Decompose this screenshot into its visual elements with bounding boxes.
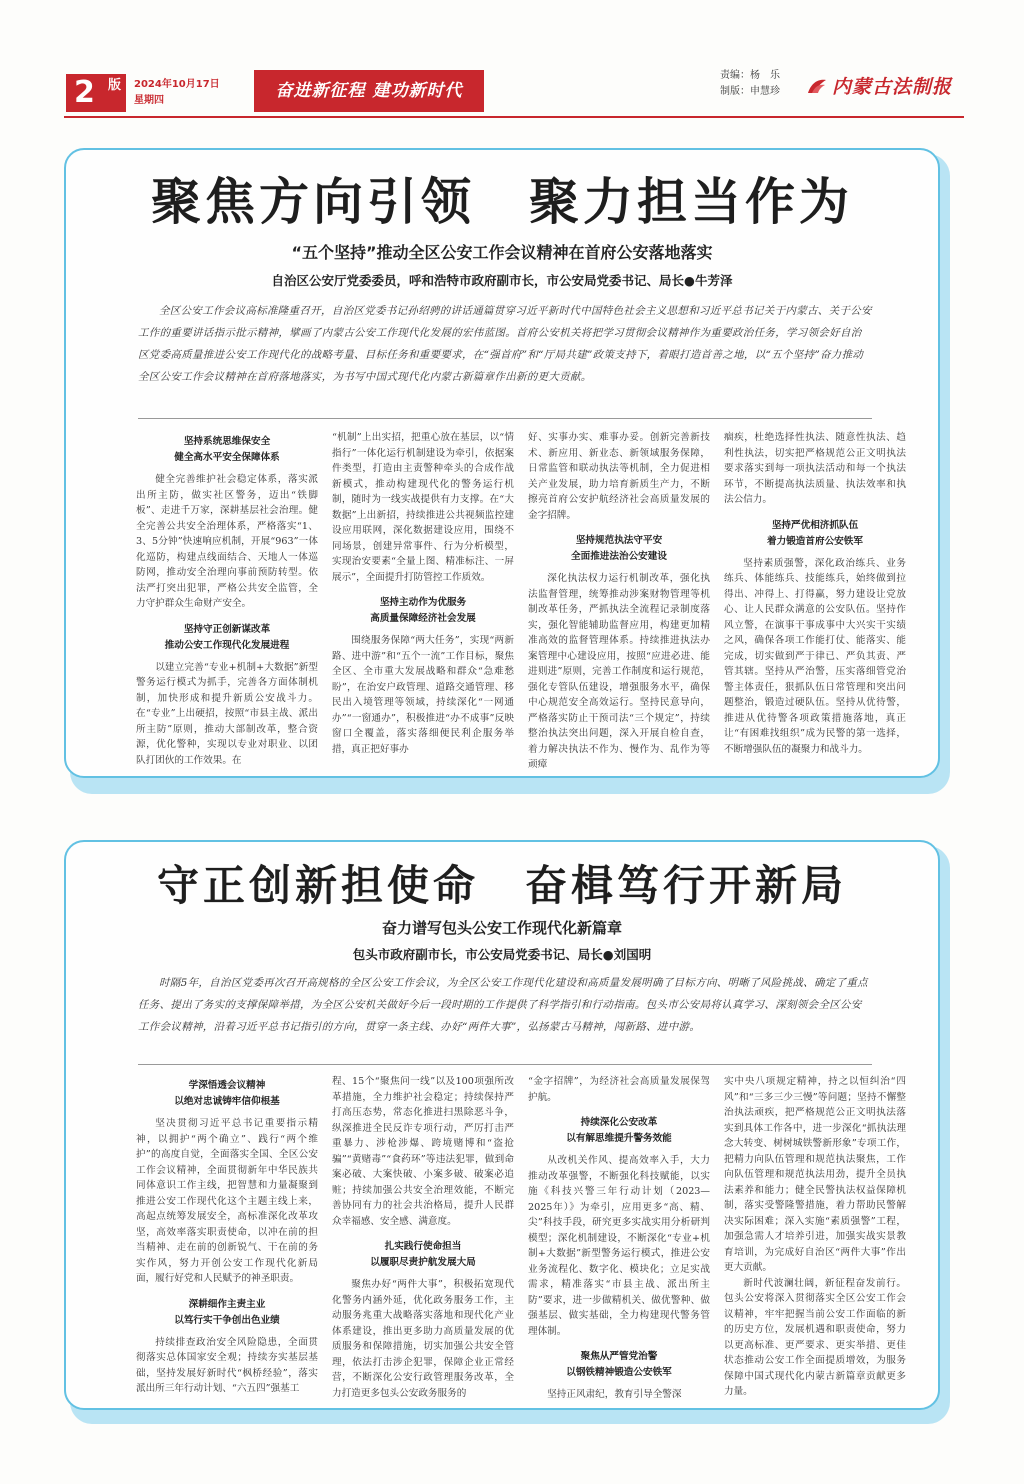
paragraph: “机制”上出实招，把重心放在基层，以“情指行”一体化运行机制建设为牵引，依据案件类型，打造由主责警种牵头的合成作战新模式，推动构建现代化的警务运行机制，随时为一线实战提供有力支撑。在“大数据”上出新招，持续推进公共视频监控建设应用联网，深化数据建设应用，围绕不同场景，创建异常事件、行为分析模型，实现治安要素“全量上图、精准标注、一屏展示”，全面提升打防管控工作质效。 — [332, 432, 514, 583]
paragraph: 好、实事办实、难事办妥。创新完善新技术、新应用、新业态、新领域服务保障，日常监管和联动执法等机制，全力促进相关产业发展，助力培育新质生产力，不断擦亮首府公安护航经济社会高质量发展的金字招牌。 — [528, 432, 710, 521]
paragraph: 坚决贯彻习近平总书记重要指示精神，以拥护“两个确立”、践行“两个维护”的高度自觉，全面落实全国、全区公安工作会议精神，全面贯彻新年中华民族共同体意识工作主线，把智慧和力量凝聚到推进公安工作现代化这个主题主线上来，高起点统筹发展安全，高标准深化改革攻坚，高效率落实职责使命，以冲在前的担当精神、走在前的创新锐气、干在前的务实作风，努力开创公安工作现代化新局面，履行好党和人民赋予的神圣职责。 — [136, 1118, 318, 1284]
paragraph: “金字招牌”，为经济社会高质量发展保驾护航。 — [528, 1076, 710, 1103]
logo-emblem-icon — [806, 77, 828, 95]
article1-lead: 全区公安工作会议高标准隆重召开，自治区党委书记孙绍骋的讲话通篇贯穿习近平新时代中国特色社会主义思想和习近平总书记关于内蒙古、关于公安工作的重要讲话指示批示精神，擘画了内蒙古公安工作现代化发展的宏伟蓝图。首府公安机关将把学习贯彻会议精神作为重要政治任务，学习领会好自治区党委高质量推进公安工作现代化的战略考量、目标任务和重要要求，在“强首府”和“厅局共建”政策支持下，着眼打造首善之地，以“五个坚持”奋力推动全区公安工作会议精神在首府落地落实，为书写中国式现代化内蒙古新篇章作出新的更大贡献。 — [138, 305, 872, 383]
editor: 责编：杨 乐 — [720, 70, 780, 81]
article1-column-3 — [528, 430, 710, 770]
newspaper-logo — [806, 72, 952, 99]
paragraph: 坚持正风肃纪，教育引导全警深 — [547, 1389, 682, 1400]
section-title: 学深悟透会议精神 以绝对忠诚铸牢信仰根基 — [174, 1080, 280, 1107]
paragraph: 聚焦办好“两件大事”，积极拓宽现代化警务内涵外延，优化政务服务工作，主动服务兆重大战略落实落地和现代化产业体系建设，推出更多助力高质量发展的优质服务和保障措施，切实加强公共安全管理，依法打击涉企犯罪，保障企业正常经营，不断深化公安行政管理服务改革，全力打造更多包头公安政务服务的 — [332, 1279, 514, 1399]
article2-column-2 — [332, 1074, 514, 1399]
page-number-badge — [66, 74, 126, 112]
article1-byline: 自治区公安厅党委委员，呼和浩特市政府副市长，市公安局党委书记、局长●牛芳泽 — [271, 273, 733, 288]
newspaper-name: 内蒙古法制报 — [832, 76, 953, 98]
paragraph: 深化执法权力运行机制改革，强化执法监督管理，统筹推动涉案财物管理等机制改革任务，严抓执法全流程记录制度落实，强化智能辅助监督应用，构建更加精准高效的监督管理体系。持续推进执法办案管理中心建设应用，按照“应进必进、能进则进”原则，完善工作制度和运行规范，强化专管队伍建设，增强服务水平，确保中心规范安全高效运行。坚持民意导向，严格落实防止干预司法“三个规定”，持续整治执法突出问题，深入开展自检自查，着力解决执法不作为、慢作为、乱作为等顽瘴 — [528, 573, 710, 770]
paragraph: 新时代波澜壮阔，新征程奋发前行。包头公安将深入贯彻落实全区公安工作会议精神，牢牢把握当前公安工作面临的新的历史方位，发展机遇和职责使命，努力以更高标准、更严要求、更实举措、更佳状态推动公安工作全面提质增效，为服务保障中国式现代化内蒙古新篇章贡献更多力量。 — [724, 1277, 906, 1397]
section-title: 坚持主动作为优服务 高质量保障经济社会发展 — [370, 597, 476, 624]
article1-lead-rule — [138, 418, 872, 419]
article2-column-4 — [724, 1074, 906, 1397]
article1-column-4 — [724, 430, 906, 770]
paragraph: 从改机关作风、提高效率入手，大力推动改革强警，不断强化科技赋能，以实施《科技兴警三年行动计划（2023—2025年）》为牵引，应用更多“高、精、尖”科技手段，研究更多实战实用分析研判模型；深化机制建设，不断深化“专业+机制+大数据”新型警务运行模式，推进公安业务流程化、数字化、模块化；立足实战需求，精准落实“市县主战、派出所主防”要求，进一步做精机关、做优警种、做强基层、做实基础，全力构建现代警务管理体制。 — [528, 1155, 710, 1337]
paragraph: 实中央八项规定精神，持之以恒纠治“四风”和“三多三少三慢”等问题；坚持不懈整治执法顽疾，把严格规范公正文明执法落实到具体工作各中，进一步深化“抓执法理念大转变、树树城铁警新形象”专项工作，把精力向队伍管理和规范执法聚焦，工作向队伍管理和规范执法用劲，提升全员执法素养和能力；健全民警执法权益保障机制，落实受警隆警措施，着力帮助民警解决实际困难；深入实施“素质强警”工程，加强急需人才培养引进，加强实战实景教育培训，为完成好自治区“两件大事”作出更大贡献。 — [724, 1076, 906, 1273]
section-slogan: 奋进新征程 建功新时代 — [254, 70, 484, 112]
article2-panel — [64, 840, 940, 1410]
page-number: 2 — [74, 75, 95, 110]
article1-subhead: “五个坚持”推动全区公安工作会议精神在首府公安落地落实 — [291, 243, 713, 262]
article1-headline: 聚焦方向引领 聚力担当作为 — [151, 172, 853, 231]
article2-column-3 — [528, 1074, 710, 1400]
section-title: 坚持规范执法守平安 全面推进法治公安建设 — [571, 535, 667, 562]
producer: 制版：申慧珍 — [720, 86, 780, 97]
article2-lead-rule — [138, 1064, 872, 1065]
section-title: 坚持严优相济抓队伍 着力锻造首府公安铁军 — [767, 519, 863, 547]
article1-column-1 — [136, 430, 318, 770]
masthead-rule — [64, 116, 964, 118]
article2-byline: 包头市政府副市长，市公安局党委书记、局长●刘国明 — [352, 947, 652, 962]
article1-panel — [64, 148, 940, 778]
article2-headline: 守正创新担使命 奋楫笃行开新局 — [156, 861, 847, 910]
section-title: 聚焦从严管党治警 以钢铁精神锻造公安铁军 — [566, 1351, 672, 1378]
paragraph: 围绕服务保障“两大任务”，实现“两新路、进中游”和“五个一流”工作目标，聚焦全区、全市重大发展战略和群众“急难愁盼”，在治安户政管理、道路交通管理、移民出入境管理等领域，持续深化“一网通办”“一窗通办”，积极推进“办不成事”反映窗口全覆盖，落实落细便民利企服务举措，真正把好事办 — [332, 635, 514, 755]
editor-credits — [720, 68, 780, 100]
section-title: 持续深化公安改革 以有解思维提升警务效能 — [566, 1117, 672, 1144]
issue-weekday: 星期四 — [134, 95, 164, 106]
section-title: 坚持系统思维保安全 健全高水平安全保障体系 — [174, 436, 280, 463]
issue-date-box — [134, 74, 224, 112]
paragraph: 坚持素质强警，深化政治练兵、业务练兵、体能练兵、技能练兵，始终做到拉得出、冲得上、打得赢，努力建设让党放心、让人民群众满意的公安队伍。坚持作风立警，在演事干事成事中大兴实干实绩之风，确保各项工作能打仗、能落实、能完成，切实做到严于律已、严负其责、严管其辖。坚持从严治警，压实落细管党治警主体责任，狠抓队伍日常管理和突出问题整治，锻造过硬队伍。坚持从优待警，推进从优待警各项政策措施落地，真正让“有困难找组织”成为民警的第一选择，不断增强队伍的凝聚力和战斗力。 — [724, 557, 906, 755]
article2-column-1 — [136, 1074, 318, 1394]
paragraph: 持续排查政治安全风险隐患，全面贯彻落实总体国家安全观；持续夯实基层基础，坚持发展好新时代“枫桥经验”，落实派出所三年行动计划、“六五四”强基工 — [136, 1336, 318, 1394]
paragraph: 痼疾，杜绝选择性执法、随意性执法、趋利性执法，切实把严格规范公正文明执法要求落实到每一项执法活动和每一个执法环节，不断提高执法质量、执法效率和执法公信力。 — [724, 432, 906, 505]
paragraph: 程、15个“聚焦问一线”以及100项强所改革措施，全力维护社会稳定；持续保持严打高压态势，常态化推进扫黑除恶斗争，纵深推进全民反诈专项行动，严厉打击严重暴力、涉枪涉爆、跨境赌博和“盗抢骗”“黄赌毒”“食药环”等违法犯罪，做到命案必破、大案快破、小案多破、破案必追赃；持续加强公共安全治理效能，不断完善协同有力的社会共治格局，提升人民群众幸福感、安全感、满意度。 — [332, 1076, 514, 1227]
article2-lead: 时隔5年，自治区党委再次召开高规格的全区公安工作会议，为全区公安工作现代化建设和高质量发展明确了目标方向、明晰了风险挑战、确定了重点任务、提出了务实的支撑保障举措，为全区公安机关做好今后一段时期的工作提供了科学指引和行动指南。包头市公安局将认真学习、深刻领会全区公安工作会议精神，沿着习近平总书记指引的方向，贯穿一条主线、办好“两件大事”，弘扬蒙古马精神，闯新路、进中游。 — [138, 977, 868, 1033]
section-title: 深耕细作主责主业 以笃行实干争创出色业绩 — [174, 1298, 280, 1326]
article2-subhead: 奋力谱写包头公安工作现代化新篇章 — [381, 919, 622, 937]
article1-column-2 — [332, 430, 514, 770]
paragraph: 以建立完善“专业+机制+大数据”新型警务运行模式为抓手，完善各方面体制机制，加快形成和提升新质公安战斗力。在“专业”上出硬招，按照“市县主战、派出所主防”原则，推动大部制改革，整合资源，优化警种，实现以专业对职业、以团队打团伙的工作效果。在 — [136, 661, 318, 766]
issue-date: 2024年10月17日 — [134, 79, 220, 90]
paragraph: 健全完善维护社会稳定体系，落实派出所主防，做实社区警务，迈出“铁脚板”、走进千万家，深耕基层社会治理。健全完善公共安全治理体系，严格落实“1、3、5分钟”快速响应机制，开展“963”一体化巡防，构建点线面结合、天地人一体巡防网，推动安全治理向事前预防转型。依法严打突出犯罪，严格公共安全监管，全力守护群众生命财产安全。 — [136, 474, 318, 609]
section-title: 扎实践行使命担当 以履职尽责护航发展大局 — [370, 1241, 476, 1268]
masthead — [64, 64, 964, 114]
page-label: 版 — [108, 78, 122, 93]
section-title: 坚持守正创新谋改革 推动公安工作现代化发展进程 — [164, 623, 290, 651]
